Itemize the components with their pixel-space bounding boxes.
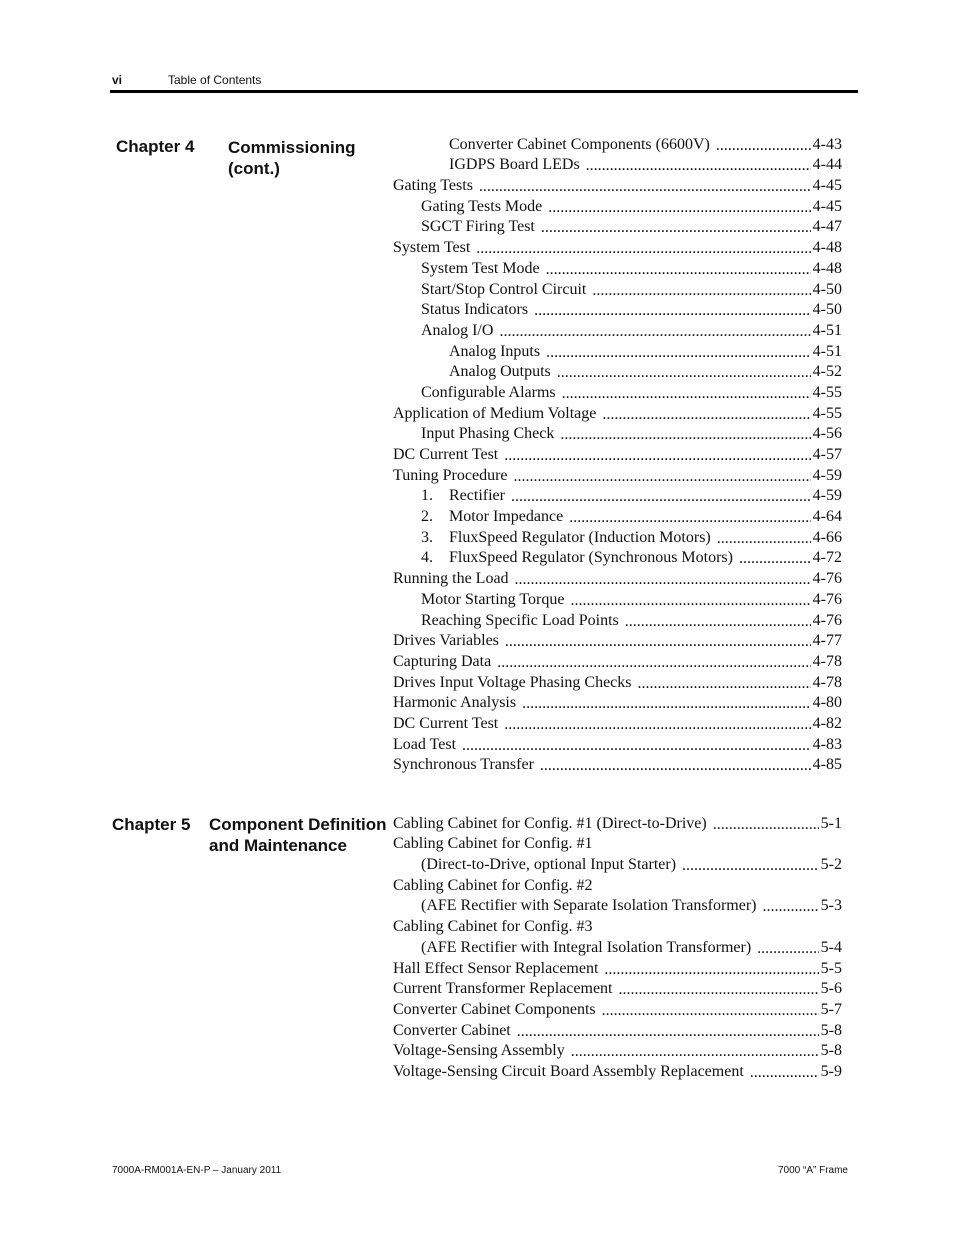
toc-entry-text: Start/Stop Control Circuit — [421, 280, 587, 298]
toc-entry-page: 4-47 — [812, 218, 842, 236]
chapter-title-line: and Maintenance — [209, 836, 347, 855]
toc-entry-number: 2. — [421, 508, 433, 526]
toc-entry[interactable] — [393, 217, 842, 238]
chapter-label: Chapter 5 — [112, 815, 191, 834]
toc-entry-page: 4-78 — [812, 673, 842, 691]
toc-entry-title — [393, 404, 596, 424]
toc-entry-text: Analog I/O — [421, 321, 494, 339]
toc-entry[interactable] — [393, 651, 842, 672]
toc-entry-title — [421, 197, 542, 217]
chapter-title-line: (cont.) — [228, 159, 280, 178]
toc-entry-page: 4-72 — [812, 549, 842, 567]
dot-leader — [571, 1043, 819, 1061]
toc-entry-page: 4-48 — [812, 259, 842, 277]
toc-entry[interactable] — [393, 155, 842, 176]
toc-entry-title — [421, 548, 733, 568]
dot-leader — [504, 716, 810, 734]
toc-entry-text: SGCT Firing Test — [421, 218, 535, 236]
toc-entry-text: Rectifier — [449, 487, 505, 505]
toc-entry-page: 4-55 — [812, 404, 842, 422]
toc-entry-title — [421, 528, 711, 548]
dot-leader — [586, 157, 811, 175]
toc-entry-text: Load Test — [393, 735, 457, 753]
dot-leader — [757, 940, 819, 958]
toc-entry-page: 4-77 — [812, 632, 842, 650]
toc-entry-text: (AFE Rectifier with Separate Isolation Transformer) — [421, 897, 757, 915]
toc-entry-page: 5-8 — [820, 1042, 842, 1060]
dot-leader — [476, 240, 810, 258]
toc-entry[interactable] — [393, 1020, 842, 1041]
toc-entry-page: 4-76 — [812, 590, 842, 608]
toc-entry-text: Analog Outputs — [449, 363, 551, 381]
toc-entry-page: 4-45 — [812, 177, 842, 195]
dot-leader — [713, 816, 819, 834]
toc-entry-page: 5-2 — [820, 856, 842, 874]
chapter-label: Chapter 4 — [116, 137, 195, 156]
toc-entry-text: Cabling Cabinet for Config. #2 — [393, 876, 593, 894]
toc-entry-page: 4-56 — [812, 425, 842, 443]
toc-entry-title — [421, 507, 563, 527]
toc-entry[interactable] — [393, 755, 842, 776]
toc-entry-page: 5-9 — [820, 1062, 842, 1080]
toc-entry-page: 4-48 — [812, 239, 842, 257]
toc-entry-page: 4-51 — [812, 342, 842, 360]
toc-entry[interactable] — [393, 958, 842, 979]
dot-leader — [557, 364, 811, 382]
toc-entry-title — [393, 693, 516, 713]
chapter-title-line: Component Definition — [209, 815, 387, 834]
toc-entry-title — [393, 176, 473, 196]
toc-entry-title — [421, 383, 556, 403]
toc-entry-page: 4-64 — [812, 508, 842, 526]
toc-entry-page: 4-83 — [812, 735, 842, 753]
toc-entry-text: Reaching Specific Load Points — [421, 611, 619, 629]
dot-leader — [517, 1023, 819, 1041]
toc-entry[interactable] — [393, 589, 842, 610]
toc-entry-text: Synchronous Transfer — [393, 756, 534, 774]
toc-entry-text: Input Phasing Check — [421, 425, 555, 443]
toc-entry-text: System Test — [393, 239, 471, 257]
toc-entry-text: DC Current Test — [393, 446, 499, 463]
dot-leader — [514, 468, 811, 486]
toc-entry-text: Cabling Cabinet for Config. #1 (Direct-to-Drive) — [393, 814, 707, 832]
dot-leader — [515, 571, 811, 589]
toc-entry-page: 5-1 — [820, 814, 842, 832]
toc-entry[interactable] — [393, 734, 842, 755]
footer-publication: 7000A-RM001A-EN-P – January 2011 — [112, 1165, 282, 1176]
toc-entry[interactable] — [393, 854, 842, 875]
toc-entry-page: 4-66 — [812, 528, 842, 546]
dot-leader — [716, 137, 811, 155]
toc-entry[interactable] — [393, 486, 842, 507]
toc-entry[interactable] — [393, 258, 842, 279]
dot-leader — [592, 282, 810, 300]
toc-entry[interactable] — [393, 937, 842, 958]
toc-entry-page: 5-3 — [820, 897, 842, 915]
dot-leader — [522, 695, 811, 713]
toc-entry[interactable] — [393, 813, 842, 834]
toc-entry-text: DC Current Test — [393, 714, 499, 732]
toc-entry[interactable] — [393, 1061, 842, 1082]
dot-leader — [625, 613, 811, 631]
dot-leader — [504, 447, 810, 465]
toc-entry[interactable] — [393, 382, 842, 403]
dot-leader — [541, 219, 811, 237]
toc-entry-title — [393, 714, 498, 734]
dot-leader — [569, 509, 810, 527]
toc-entry-text: Application of Medium Voltage — [393, 404, 597, 422]
toc-entry-text: Capturing Data — [393, 652, 492, 670]
toc-entry-page: 5-8 — [820, 1021, 842, 1039]
toc-entry-title — [421, 217, 535, 237]
toc-entry-title — [393, 445, 498, 465]
toc-entry-number: 3. — [421, 528, 433, 546]
toc-entry-text: Hall Effect Sensor Replacement — [393, 959, 599, 977]
toc-entry-page: 4-50 — [812, 280, 842, 298]
toc-entry-page: 4-82 — [812, 714, 842, 732]
toc-entry[interactable] — [393, 896, 842, 917]
toc-entry-text: Motor Starting Torque — [421, 590, 565, 608]
dot-leader — [505, 633, 811, 651]
toc-entry-number: 4. — [421, 549, 433, 567]
toc-entry[interactable] — [393, 916, 842, 937]
toc-entry-text: FluxSpeed Regulator (Synchronous Motors) — [449, 549, 733, 567]
toc-entry-title — [449, 362, 551, 382]
toc-entry[interactable] — [393, 834, 842, 855]
dot-leader — [762, 898, 818, 916]
toc-entry-title — [393, 959, 598, 979]
toc-entry[interactable] — [393, 1041, 842, 1062]
toc-entry[interactable] — [393, 237, 842, 258]
toc-entry-page: 4-44 — [812, 156, 842, 174]
toc-entry-page: 5-4 — [820, 938, 842, 956]
toc-entry-title — [421, 896, 756, 916]
dot-leader — [604, 961, 818, 979]
toc-entry[interactable] — [393, 403, 842, 424]
toc-entry[interactable] — [393, 527, 842, 548]
toc-entry-title — [421, 259, 540, 279]
toc-entry-text: Converter Cabinet — [393, 1021, 511, 1039]
toc-entry-page: 4-55 — [812, 383, 842, 401]
dot-leader — [560, 426, 810, 444]
toc-entry-title — [393, 569, 509, 589]
toc-entry-text: Motor Impedance — [449, 508, 564, 526]
toc-entry[interactable] — [393, 999, 842, 1020]
dot-leader — [602, 1002, 819, 1020]
toc-entry-text: Voltage-Sensing Assembly — [393, 1042, 565, 1060]
toc-entry-title — [421, 321, 493, 341]
dot-leader — [462, 737, 811, 755]
toc-entry-title — [421, 611, 619, 631]
toc-entry-page: 4-52 — [812, 363, 842, 381]
toc-entry-text: Running the Load — [393, 570, 509, 588]
toc-entries — [393, 134, 842, 775]
dot-leader — [511, 488, 811, 506]
toc-entry-title — [421, 300, 528, 320]
toc-entry[interactable] — [393, 341, 842, 362]
toc-entry-title — [393, 814, 707, 834]
toc-entry[interactable] — [393, 610, 842, 631]
toc-entry-page: 4-78 — [812, 652, 842, 670]
toc-entry[interactable] — [393, 979, 842, 1000]
toc-entry[interactable] — [393, 631, 842, 652]
toc-entry-title — [393, 631, 499, 651]
toc-entry-text: Tuning Procedure — [393, 466, 508, 484]
footer-product: 7000 “A” Frame — [777, 1165, 848, 1176]
toc-entry-title — [421, 486, 505, 506]
toc-entry-text: Voltage-Sensing Circuit Board Assembly Replacement — [393, 1062, 744, 1080]
dot-leader — [540, 757, 811, 775]
toc-entry-text: Configurable Alarms — [421, 383, 556, 401]
header-rule — [110, 90, 858, 93]
dot-leader — [570, 592, 810, 610]
dot-leader — [499, 323, 810, 341]
toc-entry-text: Converter Cabinet Components (6600V) — [449, 135, 710, 153]
toc-entry[interactable] — [393, 424, 842, 445]
dot-leader — [717, 530, 811, 548]
toc-entry[interactable] — [393, 875, 842, 896]
toc-entry-page: 4-45 — [812, 197, 842, 215]
toc-entry-title — [421, 590, 564, 610]
toc-entry-title — [393, 1062, 744, 1082]
toc-entry-title — [393, 755, 534, 775]
toc-entry-title — [393, 876, 593, 896]
toc-entry-title — [393, 1041, 565, 1061]
chapter-title-line: Commissioning — [228, 138, 356, 157]
toc-entry[interactable] — [393, 134, 842, 155]
toc-entry-title — [449, 155, 580, 175]
toc-entry-text: Status Indicators — [421, 301, 529, 319]
toc-entry-page: 4-76 — [812, 570, 842, 588]
toc-entry[interactable] — [393, 362, 842, 383]
toc-entry-title — [421, 855, 676, 875]
toc-entry-title — [393, 466, 508, 486]
toc-entry-page: 4-59 — [812, 487, 842, 505]
toc-entry-text: System Test Mode — [421, 259, 540, 277]
chapter-title — [209, 814, 387, 856]
toc-entry[interactable] — [393, 568, 842, 589]
dot-leader — [682, 857, 819, 875]
toc-entry-page: 4-59 — [812, 466, 842, 484]
toc-entry-number: 1. — [421, 487, 433, 505]
toc-entry-page: 5-7 — [820, 1000, 842, 1018]
toc-entry-text: Current Transformer Replacement — [393, 980, 613, 998]
toc-entry-text: Cabling Cabinet for Config. #3 — [393, 918, 593, 936]
toc-entry-text: Drives Input Voltage Phasing Checks — [393, 673, 632, 691]
toc-entries — [393, 813, 842, 1082]
toc-entry-text: FluxSpeed Regulator (Induction Motors) — [449, 528, 711, 546]
toc-entry-text: (AFE Rectifier with Integral Isolation Transformer) — [421, 938, 752, 956]
dot-leader — [619, 981, 819, 999]
toc-entry-page: 4-51 — [812, 321, 842, 339]
dot-leader — [562, 385, 811, 403]
toc-entry[interactable] — [393, 465, 842, 486]
toc-entry-text: Harmonic Analysis — [393, 694, 517, 712]
dot-leader — [497, 654, 810, 672]
toc-entry-title — [449, 135, 710, 155]
toc-entry-text: Cabling Cabinet for Config. #1 — [393, 835, 593, 853]
dot-leader — [546, 344, 811, 362]
dot-leader — [548, 199, 810, 217]
chapter-title — [228, 137, 356, 179]
toc-entry[interactable] — [393, 693, 842, 714]
toc-entry[interactable] — [393, 713, 842, 734]
dot-leader — [602, 406, 810, 424]
toc-entry[interactable] — [393, 444, 842, 465]
toc-entry-page: 5-5 — [820, 959, 842, 977]
toc-entry-text: Converter Cabinet Components — [393, 1000, 596, 1018]
toc-entry[interactable] — [393, 196, 842, 217]
toc-entry[interactable] — [393, 279, 842, 300]
toc-entry-page: 5-6 — [820, 980, 842, 998]
dot-leader — [638, 675, 811, 693]
toc-entry-title — [393, 917, 593, 937]
toc-entry-title — [449, 342, 540, 362]
dot-leader — [534, 302, 811, 320]
toc-entry-page: 4-43 — [812, 135, 842, 153]
toc-entry[interactable] — [393, 320, 842, 341]
toc-entry-title — [393, 1000, 596, 1020]
dot-leader — [750, 1064, 819, 1082]
toc-entry-title — [393, 652, 491, 672]
toc-entry-title — [393, 834, 593, 854]
toc-entry-title — [421, 938, 751, 958]
toc-entry-title — [421, 280, 586, 300]
toc-entry[interactable] — [393, 672, 842, 693]
toc-entry-title — [393, 1021, 511, 1041]
dot-leader — [479, 178, 811, 196]
running-header-title: Table of Contents — [168, 73, 262, 87]
toc-entry-text: (Direct-to-Drive, optional Input Starter) — [421, 856, 677, 874]
toc-entry-page: 4-76 — [812, 611, 842, 629]
page-number: vi — [112, 73, 123, 87]
dot-leader — [546, 261, 811, 279]
toc-entry-text: Drives Variables — [393, 632, 499, 650]
toc-entry-text: Gating Tests Mode — [421, 197, 543, 215]
toc-entry[interactable] — [393, 300, 842, 321]
toc-entry-text: IGDPS Board LEDs — [449, 156, 580, 174]
toc-entry-title — [393, 735, 456, 755]
toc-entry-title — [393, 979, 613, 999]
toc-entry-text: Gating Tests — [393, 177, 473, 195]
toc-entry-text: Analog Inputs — [449, 342, 541, 360]
toc-entry[interactable] — [393, 175, 842, 196]
toc-entry-title — [393, 673, 632, 693]
toc-entry-page: 4-85 — [812, 756, 842, 774]
toc-entry[interactable] — [393, 548, 842, 569]
toc-entry-title — [393, 238, 470, 258]
toc-entry-page: 4-57 — [812, 446, 842, 463]
toc-entry[interactable] — [393, 506, 842, 527]
toc-entry-title — [421, 424, 554, 444]
toc-entry-page: 4-80 — [812, 694, 842, 712]
dot-leader — [739, 550, 811, 568]
toc-entry-page: 4-50 — [812, 301, 842, 319]
